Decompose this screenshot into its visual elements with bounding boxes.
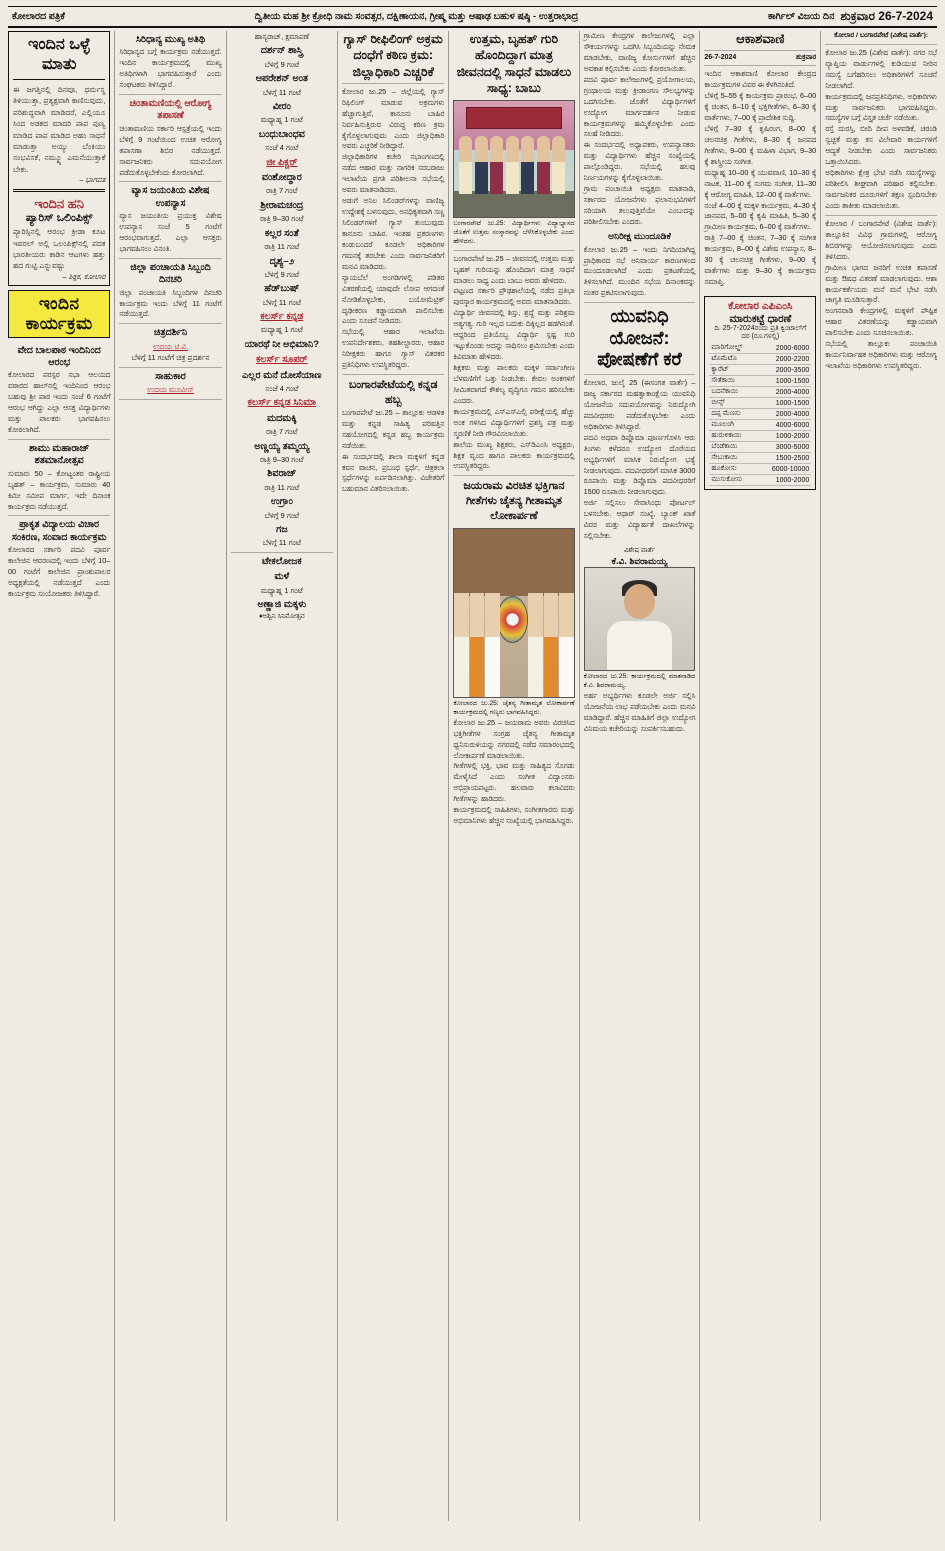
tv-time-3: ಸಂಜೆ 4 ಗಂಟೆ: [265, 143, 299, 153]
tv-time-13: ರಾತ್ರಿ 11 ಗಂಟೆ: [264, 482, 300, 492]
table-row: [709, 376, 811, 387]
lead-headline: ಉತ್ತಮ, ಬೃಹತ್ ಗುರಿ ಹೊಂದಿದ್ದಾಗ ಮಾತ್ರ ಜೀವನದಲ್ಲಿ ಸಾಧನೆ ಮಾಡಲು ಸಾಧ್ಯ: ಬಾಬು: [456, 32, 572, 95]
akashvani-para-3: ಮಧ್ಯಾಹ್ನ 10–00 ಕ್ಕೆ ಯುವವಾಣಿ, 10–30 ಕ್ಕೆ ನಾಟಕ, 11–00 ಕ್ಕೆ ಸುಗಮ ಸಂಗೀತ, 11–30 ಕ್ಕೆ ಆರೋಗ್ಯ ಮಾಹಿತಿ, 12–00 ಕ್ಕೆ ವಾರ್ತೆಗಳು.: [704, 167, 817, 199]
portrait-photo: [584, 567, 696, 671]
good-word-text: ಈ ಜಗತ್ತಿನಲ್ಲಿ ದಿನವೂ, ಧರ್ಮಸ್ಥ ತಿಳಿಯುತ್ತಾ, ಪ್ರತ್ಯಕ್ಷವಾಗಿ ಕಾಣಿಸುವುದು, ಪರಿಶುದ್ಧವಾಗಿ ಮಾಡಿದರೆ, ಎಲ್ಲಿಯೂ ಸಿಂದ ಅಡಕದ ಮಾದರಿ ಪಾಪ ಪುಣ್ಯ ಮಾಡಿದ ಪಾಪ ಮಾಡಿದ ಅಹಂ ಸಾಧನೆ ಮಾಡುತ್ತಾ ಅಯ್ಯು ಬೆಂಕಿಯು ಸಂಭವಿಸಕೆ, ನಮ್ಮ್ಯೂ ಎಮನೆಯುತ್ತಾಕೆ ಬೇಕು.: [13, 85, 106, 174]
lead-para-4: ಕಾರ್ಯಕ್ರಮದಲ್ಲಿ ಎಸ್ಎಸ್ಎಲ್ಸಿ ಪರೀಕ್ಷೆಯಲ್ಲಿ ಹೆಚ್ಚು ಅಂಕ ಗಳಿಸಿದ ವಿದ್ಯಾರ್ಥಿಗಳಿಗೆ ಪ್ರಶಸ್ತಿ ಪತ್ರ ಮತ್ತು ಸ್ಮರಣಿಕೆ ನೀಡಿ ಗೌರವಿಸಲಾಯಿತು.: [453, 406, 575, 438]
gas-para-2: ಅಡುಗೆ ಅನಿಲ ಸಿಲಿಂಡರ್‌ಗಳನ್ನು ವಾಣಿಜ್ಯ ಉದ್ದೇಶಕ್ಕೆ ಬಳಸುವುದು, ಅನಧಿಕೃತವಾಗಿ ಸಣ್ಣ ಸಿಲಿಂಡರ್‌ಗಳಿಗೆ ಗ್ಯಾಸ್ ತುಂಬುವುದು ಕಾನೂನು ಬಾಹಿರ. ಇಂತಹ ಪ್ರಕರಣಗಳು ಕಂಡುಬಂದರೆ ಕೂಡಲೇ ಅಧಿಕಾರಿಗಳ ಗಮನಕ್ಕೆ ತರಬೇಕು ಎಂದು ಸಾರ್ವಜನಿಕರಿಗೆ ಮನವಿ ಮಾಡಿದರು.: [341, 196, 445, 271]
market-subtitle: ಮಾರುಕಟ್ಟೆ ಧಾರಣೆ: [729, 312, 792, 325]
tv-head-6: ವಂಶೋದ್ಧಾರ: [261, 172, 302, 184]
market-rate: 2000-4000: [756, 387, 811, 398]
market-item: ಮೂಲಂಗಿ: [709, 420, 756, 431]
yuvanidhi-para-1: ಪದವಿ ಅಥವಾ ಡಿಪ್ಲೊಮಾ ಪೂರ್ಣಗೊಳಿಸಿ ಆರು ತಿಂಗಳು ಕಳೆದರೂ ಉದ್ಯೋಗ ದೊರೆಯದ ಅಭ್ಯರ್ಥಿಗಳಿಗೆ ಮಾಸಿಕ ನಿರುದ್ಯೋಗ ಭತ್ಯೆ ನೀಡಲಾಗುವುದು. ಪದವೀಧರರಿಗೆ ಮಾಸಿಕ 3000 ರೂಪಾಯಿ ಮತ್ತು ಡಿಪ್ಲೊಮಾ ಪದವೀಧರರಿಗೆ 1500 ರೂಪಾಯಿ ನೀಡಲಾಗುವುದು.: [583, 432, 696, 497]
market-rate: 2000-3500: [756, 365, 811, 376]
c2-text-1: ಚಿಂತಾಮಣಿಯ ಸರ್ಕಾರಿ ಆಸ್ಪತ್ರೆಯಲ್ಲಿ ಇಂದು ಬೆಳಿಗ್ಗೆ 9 ಗಂಟೆಯಿಂದ ಉಚಿತ ಆರೋಗ್ಯ ತಪಾಸಣಾ ಶಿಬಿರ ನಡೆಯುತ್ತದೆ. ಸಾರ್ವಜನಿಕರು ಸದುಪಯೋಗ ಪಡೆದುಕೊಳ್ಳಬೇಕೆಂದು ಕೋರಲಾಗಿದೆ.: [119, 123, 222, 177]
c2-text-4: ಬೆಳಿಗ್ಗೆ 11 ಗಂಟೆಗೆ ಚಿತ್ರ ಪ್ರದರ್ಶನ: [131, 353, 210, 363]
tv-item-0: ಹಾಸ್ಯರಾಜ್, ಕ್ಷಮಾಪಣೆ: [254, 32, 310, 41]
market-item: ಮುಸುಕೋಸು: [709, 475, 756, 486]
c2-head-4: ಚಿತ್ರದರ್ಶಿನಿ: [153, 327, 188, 339]
tv-time-7: ಬೆಳಿಗ್ಗೆ 9 ಗಂಟೆ: [264, 269, 300, 279]
market-rate: 3000-5000: [756, 442, 811, 453]
tv-time-15: ಬೆಳಿಗ್ಗೆ 11 ಗಂಟೆ: [262, 538, 301, 548]
programme-column-1: [8, 345, 110, 600]
masthead: [8, 6, 937, 28]
c8-label: ಕೋಲಾರ / ಬಂಗಾರಪೇಟೆ (ವಿಶೇಷ ವಾರ್ತೆ):: [834, 32, 929, 39]
column-5: [453, 31, 574, 1521]
column-3-tv-listings: [231, 31, 333, 1521]
akashvani-title: ಆಕಾಶವಾಣಿ: [736, 31, 785, 46]
tv-time-4: ರಾತ್ರಿ 7 ಗಂಟೆ: [266, 186, 298, 196]
lead-para-5: ಶಾಲೆಯ ಮುಖ್ಯ ಶಿಕ್ಷಕರು, ಎಸ್‌ಡಿಎಂಸಿ ಅಧ್ಯಕ್ಷರು, ಶಿಕ್ಷಕ ವೃಂದ ಹಾಗೂ ಪಾಲಕರು ಕಾರ್ಯಕ್ರಮದಲ್ಲಿ ಉಪಸ್ಥಿತರಿದ್ದರು.: [453, 439, 575, 471]
prog-head-0: ವೇದ ಬಾಲಪಾಠ ಇಂದಿನಿಂದ ಆರಂಭ: [17, 344, 101, 369]
table-row: [709, 365, 811, 376]
market-rate: 1000-2000: [756, 475, 811, 486]
tv-head-12: ಯಾರಥೆ ನೀ ಅಭಿಮಾನಿ?: [244, 338, 320, 350]
today-drop-text: ಪ್ಯಾರಿಸ್ಸಿನಲ್ಲಿ ಆರಂಭ ಕ್ರೀಡಾ ಕೂಟ ಇವರಲ್ ಅಲ್ಲಿ ಒಲಂಪಿಕ್ಸ್‌ನಲ್ಲಿ ಪದಕ ಭಾರತೀಯರು ಕಾಡಿನ ಆಟಗಳು ಹತ್ತು ಹದ ಗುಟ್ಟಿ ಎನ್ನುವಷ್ಟು: [13, 227, 106, 271]
akashvani-para-4: ಸಂಜೆ 4–00 ಕ್ಕೆ ಮಕ್ಕಳ ಕಾರ್ಯಕ್ರಮ, 4–30 ಕ್ಕೆ ಜಾನಪದ, 5–00 ಕ್ಕೆ ಕೃಷಿ ಮಾಹಿತಿ, 5–30 ಕ್ಕೆ ಗ್ರಾಮೀಣ ಕಾರ್ಯಕ್ರಮ, 6–00 ಕ್ಕೆ ವಾರ್ತೆಗಳು.: [704, 200, 817, 232]
market-item: ಹೂಕೋಸು: [709, 464, 756, 475]
column-divider-1: [114, 31, 115, 1521]
table-row: [709, 442, 811, 453]
tv-time-0: ಬೆಳಿಗ್ಗೆ 9 ಗಂಟೆ: [264, 59, 300, 69]
tv-head-4: ಬಂಧುಬಾಂಧವ: [258, 128, 305, 140]
tv-time-11: ರಾತ್ರಿ 7 ಗಂಟೆ: [266, 427, 298, 437]
tv-head-18: ಶಿವರಾಜ್: [267, 468, 297, 480]
akashvani-header-row: [704, 54, 816, 62]
good-word-box: [8, 31, 110, 286]
c2-head-0: ಸಿರಿಧಾನ್ಯ ಮುಖ್ಯ ಅತಿಥಿ: [135, 34, 206, 45]
tv-time-16: ಮಧ್ಯಾಹ್ನ 1 ಗಂಟೆ: [260, 585, 303, 595]
c2-head-2: ವ್ಯಾಸ ಜಯಂತಿಯ ವಿಶೇಷ ಉಪನ್ಯಾಸ: [131, 185, 210, 209]
cd-release-photo: [453, 528, 574, 698]
market-rate: 1000-1500: [756, 376, 811, 387]
prog-text-0: ಕೋಲಾರದ ಪರಸ್ಪರ ಸಭಾ ಆಲಯದ ವಠಾರದ ಹಾಲ್‌ನಲ್ಲಿ ಇಂದಿನಿಂದ ಆರಂಭ ಬಹುವು ಶ್ರೀ ಪಾಠ ಇಂದು ಸಂಜೆ 6 ಗಂಟೆಗೆ ಆರಂಭ ಆಗಿದ್ದು ಎಲ್ಲಾ ಆಸಕ್ತ ವಿದ್ಯಾರ್ಥಿಗಳು ಮತ್ತು ಪಾಲಕರು ಭಾಗವಹಿಸಲು ಕೋರಲಾಗಿದೆ.: [8, 370, 111, 435]
table-row: [709, 354, 811, 365]
c6-para-1: ಪದವಿ ಪೂರ್ವ ಕಾಲೇಜುಗಳಲ್ಲಿ ಪ್ರಯೋಗಾಲಯ, ಗ್ರಂಥಾಲಯ ಮತ್ತು ಕ್ರೀಡಾಂಗಣ ಸೌಲಭ್ಯಗಳನ್ನು ಒದಗಿಸಬೇಕು. ಜೊತೆಗೆ ವಿದ್ಯಾರ್ಥಿಗಳಿಗೆ ಉದ್ಯೋಗ ಮಾರ್ಗದರ್ಶನ ನೀಡುವ ಕಾರ್ಯಕ್ರಮಗಳನ್ನು ಹಮ್ಮಿಕೊಳ್ಳಬೇಕು ಎಂದು ಸಲಹೆ ನೀಡಿದರು.: [583, 74, 696, 139]
c6-para-3: ಗ್ರಾಮ ಪಂಚಾಯಿತಿ ಅಧ್ಯಕ್ಷರು ಮಾತನಾಡಿ, ಸರ್ಕಾರದ ಯೋಜನೆಗಳು ಫಲಾನುಭವಿಗಳಿಗೆ ಸರಿಯಾಗಿ ತಲುಪುತ್ತಿವೆಯೇ ಎಂಬುದನ್ನು ಪರಿಶೀಲಿಸಬೇಕು ಎಂದರು.: [583, 184, 696, 226]
c8-para-7: ಸಭೆಯಲ್ಲಿ ತಾಲ್ಲೂಕು ಪಂಚಾಯಿತಿ ಕಾರ್ಯನಿರ್ವಾಹಕ ಅಧಿಕಾರಿಗಳು ಮತ್ತು ಆರೋಗ್ಯ ಇಲಾಖೆಯ ಅಧಿಕಾರಿಗಳು ಉಪಸ್ಥಿತರಿದ್ದರು.: [825, 339, 938, 371]
cd-photo-caption: ಕೋಲಾರದ ಜು.25: ಚೈತನ್ಯ ಗೀತಾಮೃತ ಲೋಕಾರ್ಪಣೆ ಕಾರ್ಯಕ್ರಮದಲ್ಲಿ ಗಣ್ಯರು ಭಾಗವಹಿಸಿದ್ದರು.: [453, 699, 575, 716]
today-drop-signature: – ಶಿಕ್ಷಕ, ಕೋಲಾರ: [62, 271, 106, 281]
lead-para-1: ಪಟ್ಟಣದ ಸರ್ಕಾರಿ ಪ್ರೌಢಶಾಲೆಯಲ್ಲಿ ನಡೆದ ಪ್ರತಿಭಾ ಪುರಸ್ಕಾರ ಕಾರ್ಯಕ್ರಮದಲ್ಲಿ ಅವರು ಮಾತನಾಡಿದರು.: [453, 286, 575, 307]
c8-para-6: ಅಂಗನವಾಡಿ ಕೇಂದ್ರಗಳಲ್ಲಿ ಮಕ್ಕಳಿಗೆ ಪೌಷ್ಟಿಕ ಆಹಾರ ವಿತರಣೆಯನ್ನು ಕಡ್ಡಾಯವಾಗಿ ಪಾಲಿಸಬೇಕು ಎಂದು ಸೂಚಿಸಲಾಯಿತು.: [825, 306, 938, 338]
c2-head-3: ಜಿಲ್ಲಾ ಪಂಚಾಯತಿ ಸಿಬ್ಬಂದಿ ದಿನಚರಿ: [130, 261, 211, 286]
c2-text-2: ವ್ಯಾಸ ಜಯಂತಿಯ ಪ್ರಯುಕ್ತ ವಿಶೇಷ ಉಪನ್ಯಾಸ ಸಂಜೆ 5 ಗಂಟೆಗೆ ಆರಂಭವಾಗುತ್ತದೆ. ಎಲ್ಲಾ ಆಸಕ್ತರು ಭಾಗವಹಿಸಲು ವಿನಂತಿ.: [119, 211, 222, 253]
c2-link-0[interactable]: ಉದಯ ಟಿ.ವಿ.: [152, 341, 189, 351]
page-columns: [8, 31, 937, 1521]
c2-text-3: ಜಿಲ್ಲಾ ಪಂಚಾಯತಿ ಸಿಬ್ಬಂದಿಗಳ ದಿನಚರಿ ಕಾರ್ಯಕ್ರಮ ಇಂದು ಬೆಳಿಗ್ಗೆ 11 ಗಂಟೆಗೆ ನಡೆಯುತ್ತದೆ.: [119, 287, 222, 319]
tv-head-16: ಮದಮಕ್ಕಿ: [267, 412, 297, 424]
tv-head-20: ಗಜ: [276, 524, 288, 536]
tv-time-9: ಮಧ್ಯಾಹ್ನ 1 ಗಂಟೆ: [260, 325, 303, 335]
yuvanidhi-para-3: ಅರ್ಹ ಅಭ್ಯರ್ಥಿಗಳು ಕೂಡಲೇ ಅರ್ಜಿ ಸಲ್ಲಿಸಿ ಯೋಜನೆಯ ಲಾಭ ಪಡೆಯಬೇಕು ಎಂದು ಮನವಿ ಮಾಡಿದ್ದಾರೆ. ಹೆಚ್ಚಿನ ಮಾಹಿತಿಗೆ ಜಿಲ್ಲಾ ಉದ್ಯೋಗ ವಿನಿಮಯ ಕಚೇರಿಯನ್ನು ಸಂಪರ್ಕಿಸಬಹುದು.: [583, 690, 696, 733]
market-rate: 2000-6000: [756, 343, 811, 354]
prog-head-1: ಶಾಮು ಮಹಾರಾಜ್ ಶತಮಾನೋತ್ಸವ: [29, 443, 90, 467]
c2-head-1: ಚಿಂತಾಮಣಿಯಲ್ಲಿ ಆರೋಗ್ಯ ತಪಾಸಣೆ: [129, 98, 212, 122]
award-photo-caption: ಬಂಗಾರಪೇಟೆ ಜು.25: ವಿದ್ಯಾರ್ಥಿಗಳು ವಿದ್ಯಾಭ್ಯಾಸದ ಜೊತೆಗೆ ಉತ್ತಮ ಸಂಸ್ಕಾರವನ್ನು ಬೆಳೆಸಿಕೊಳ್ಳಬೇಕು ಎಂದು ಹೇಳಿದರು.: [453, 220, 575, 245]
akashvani-para-1: ಬೆಳಿಗ್ಗೆ 5–55 ಕ್ಕೆ ಕಾರ್ಯಕ್ರಮ ಪ್ರಾರಂಭ, 6–00 ಕ್ಕೆ ಚಿಂತನ, 6–10 ಕ್ಕೆ ಭಕ್ತಿಗೀತೆಗಳು, 6–30 ಕ್ಕೆ ವಾರ್ತೆಗಳು, 7–00 ಕ್ಕೆ ಪ್ರಾದೇಶಿಕ ಸುದ್ದಿ.: [704, 91, 817, 122]
market-note: ದಿ. 25-7-2024ರಂದು ಪ್ರತಿ ಕ್ವಿಂಟಾಲ್‌ಗೆ ದರ (ರೂ.ಗಳಲ್ಲಿ): [714, 325, 807, 341]
market-item: ದಪ್ಪ ಮೆಣಸು: [709, 409, 756, 420]
table-row: [709, 409, 811, 420]
kannada-festival-headline: ಬಂಗಾರಪೇಟೆಯಲ್ಲಿ ಕನ್ನಡ ಹಬ್ಬ: [348, 379, 438, 406]
c8-para-2: ರಸ್ತೆ ದುರಸ್ತಿ, ಬೀದಿ ದೀಪ ಅಳವಡಿಕೆ, ಚರಂಡಿ ಸ್ವಚ್ಛತೆ ಮತ್ತು ಕಸ ವಿಲೇವಾರಿ ಕಾರ್ಯಗಳಿಗೆ ಆದ್ಯತೆ ನೀಡಬೇಕು ಎಂದು ಸಾರ್ವಜನಿಕರು ಒತ್ತಾಯಿಸಿದರು.: [825, 124, 938, 167]
column-8: [825, 31, 937, 1521]
masthead-date: ಶುಕ್ರವಾರ 26-7-2024: [840, 9, 933, 23]
tv-time-5: ರಾತ್ರಿ 9–30 ಗಂಟೆ: [259, 214, 304, 224]
yuvanidhi-headline: ಯುವನಿಧಿ ಯೋಜನೆ: ಪೋಷಣೆಗೆ ಕರೆ: [597, 306, 682, 370]
tv-head-21: ಟೇಕಲೋಜಕ: [262, 555, 302, 567]
table-row: [709, 343, 811, 354]
market-rate: 1000-2000: [756, 431, 811, 442]
today-drop-subhead: ಪ್ಯಾರಿಸ್ ಒಲಿಂಪಿಕ್ಸ್: [25, 212, 93, 225]
award-ceremony-photo: [453, 100, 574, 218]
postponed-para: ಕೋಲಾರ ಜು.25 – ಇಂದು ನಿಗದಿಯಾಗಿದ್ದ ಪ್ರಾಧಿಕಾರದ ಸಭೆ ಅನಿವಾರ್ಯ ಕಾರಣಗಳಿಂದ ಮುಂದೂಡಲಾಗಿದೆ ಎಂದು ಪ್ರಕಟಣೆಯಲ್ಲಿ ತಿಳಿಸಲಾಗಿದೆ. ಮುಂದಿನ ಸಭೆಯ ದಿನಾಂಕವನ್ನು ನಂತರ ಪ್ರಕಟಿಸಲಾಗುವುದು.: [583, 244, 696, 298]
c2-link-1[interactable]: ಉದಯ ಮೂವೀಸ್: [147, 385, 194, 395]
market-item: ಹುರುಳಿಕಾಯಿ: [709, 431, 756, 442]
cd-para-0: ಕೋಲಾರ ಜು.25 – ಜಯರಾಮ ಅವರು ವಿರಚಿಸಿದ ಭಕ್ತಿಗೀತೆಗಳ ಸಂಗ್ರಹ ಚೈತನ್ಯ ಗೀತಾಮೃತ ಧ್ವನಿಸುರುಳಿಯನ್ನು ನಗರದಲ್ಲಿ ನಡೆದ ಸಮಾರಂಭದಲ್ಲಿ ಲೋಕಾರ್ಪಣೆ ಮಾಡಲಾಯಿತು.: [453, 717, 575, 760]
c6-para-2: ಈ ಸಂದರ್ಭದಲ್ಲಿ ಅಧ್ಯಾಪಕರು, ಉಪನ್ಯಾಸಕರು ಮತ್ತು ವಿದ್ಯಾರ್ಥಿಗಳು ಹೆಚ್ಚಿನ ಸಂಖ್ಯೆಯಲ್ಲಿ ಪಾಲ್ಗೊಂಡಿದ್ದರು. ಸಭೆಯಲ್ಲಿ ಹಲವು ನಿರ್ಣಯಗಳನ್ನು ಕೈಗೊಳ್ಳಲಾಯಿತು.: [583, 140, 696, 183]
market-item: ಟೊಮೆಟೊ: [709, 354, 756, 365]
portrait-name: ಕೆ.ವಿ. ಶಿವರಾಮಯ್ಯ: [611, 555, 668, 566]
column-2: [119, 31, 221, 1521]
market-title: ಕೋಲಾರ ಎಪಿಎಂಸಿ: [728, 300, 793, 312]
tv-head-1: ದರ್ಶನ್ ಶಾಸ್ತ್ರಿ: [260, 45, 303, 57]
gas-para-1: ಜಿಲ್ಲಾಧಿಕಾರಿಗಳ ಕಚೇರಿ ಸಭಾಂಗಣದಲ್ಲಿ ನಡೆದ ಆಹಾರ ಮತ್ತು ನಾಗರಿಕ ಸರಬರಾಜು ಇಲಾಖೆಯ ಪ್ರಗತಿ ಪರಿಶೀಲನಾ ಸಭೆಯಲ್ಲಿ ಅವರು ಮಾತನಾಡಿದರು.: [341, 152, 445, 195]
c8-para-3: ಅಧಿಕಾರಿಗಳು ಕ್ಷೇತ್ರ ಭೇಟಿ ನಡೆಸಿ ಸಮಸ್ಯೆಗಳನ್ನು ಪರಿಶೀಲಿಸಿ ಶೀಘ್ರವಾಗಿ ಪರಿಹಾರ ಕಲ್ಪಿಸಬೇಕು. ಸಾರ್ವಜನಿಕರ ದೂರುಗಳಿಗೆ ತಕ್ಷಣ ಸ್ಪಂದಿಸಬೇಕು ಎಂದು ತಾಕೀತು ಮಾಡಲಾಯಿತು.: [825, 168, 938, 210]
gas-para-4: ಸಭೆಯಲ್ಲಿ ಆಹಾರ ಇಲಾಖೆಯ ಉಪನಿರ್ದೇಶಕರು, ತಹಶೀಲ್ದಾರರು, ಆಹಾರ ನಿರೀಕ್ಷಕರು ಹಾಗೂ ಗ್ಯಾಸ್ ವಿತರಕರ ಪ್ರತಿನಿಧಿಗಳು ಉಪಸ್ಥಿತರಿದ್ದರು.: [341, 327, 445, 370]
yuvanidhi-para-2: ಅರ್ಜಿ ಸಲ್ಲಿಸಲು ಸೇವಾಸಿಂಧು ಪೋರ್ಟಲ್ ಬಳಸಬೇಕು. ಆಧಾರ್ ಸಂಖ್ಯೆ, ಬ್ಯಾಂಕ್ ಖಾತೆ ವಿವರ ಮತ್ತು ವಿದ್ಯಾರ್ಹತೆ ದಾಖಲೆಗಳನ್ನು ಸಲ್ಲಿಸಬೇಕು.: [583, 498, 696, 541]
tv-footnote: ♦ಅಶ್ವಿನಿ ಸಿನಿಮೋತ್ಸವ: [259, 613, 305, 621]
column-4: [342, 31, 444, 1521]
yuvanidhi-para-0: ಕೋಲಾರ, ಜುಲೈ 25 (ಈಸಂಗತ ವಾರ್ತೆ) – ರಾಜ್ಯ ಸರ್ಕಾರದ ಮಹತ್ವಾಕಾಂಕ್ಷೆಯ ಯುವನಿಧಿ ಯೋಜನೆಯ ಸದುಪಯೋಗವನ್ನು ನಿರುದ್ಯೋಗಿ ಪದವೀಧರರು ಪಡೆದುಕೊಳ್ಳಬೇಕು ಎಂದು ಅಧಿಕಾರಿಗಳು ತಿಳಿಸಿದ್ದಾರೆ.: [583, 378, 696, 431]
market-rate: 1500-2500: [756, 453, 811, 464]
market-rate: 4000-6000: [756, 420, 811, 431]
market-item: ಬೆಂಡೆಕಾಯಿ: [709, 442, 756, 453]
c8-para-0: ಕೋಲಾರ ಜು.25 (ವಿಶೇಷ ವಾರ್ತೆ): ನಗರ ಸಭೆ ವ್ಯಾಪ್ತಿಯ ವಾರ್ಡುಗಳಲ್ಲಿ ಕುಡಿಯುವ ನೀರಿನ ಸಮಸ್ಯೆ ಬಗೆಹರಿಸಲು ಅಧಿಕಾರಿಗಳಿಗೆ ಸೂಚನೆ ನೀಡಲಾಗಿದೆ.: [825, 47, 938, 90]
tv-head-8: ಕಲ್ಲರ ಸಂತೆ: [264, 227, 299, 239]
gas-para-0: ಕೋಲಾರ ಜು.25 – ಜಿಲ್ಲೆಯಲ್ಲಿ ಗ್ಯಾಸ್ ರಿಫಿಲಿಂಗ್ ಮಾಡುವ ಅಕ್ರಮಗಳು ಹೆಚ್ಚಾಗುತ್ತಿವೆ, ಕಾನೂನು ಬಾಹಿರ ನಿರ್ವಹಿಸುತ್ತಿರುವ ವಿರುದ್ಧ ಕಠಿಣ ಕ್ರಮ ಕೈಗೊಳ್ಳಲಾಗುವುದು ಎಂದು ಜಿಲ್ಲಾಧಿಕಾರಿ ಅವರು ಎಚ್ಚರಿಕೆ ನೀಡಿದ್ದಾರೆ.: [341, 86, 445, 151]
tv-time-10: ಸಂಜೆ 4 ಗಂಟೆ: [265, 383, 299, 393]
cd-para-1: ಗೀತೆಗಳಲ್ಲಿ ಭಕ್ತಿ, ಭಾವ ಮತ್ತು ಸಾಹಿತ್ಯದ ಸೊಗಡು ಮೇಳೈಸಿದೆ ಎಂದು ಸಂಗೀತ ವಿದ್ವಾಂಸರು ಅಭಿಪ್ರಾಯಪಟ್ಟರು. ಹಲವಾರು ಕಲಾವಿದರು ಗೀತೆಗಳನ್ನು ಹಾಡಿದರು.: [453, 761, 575, 804]
c2-head-5: ಸಾಹುಕಾರ: [155, 370, 186, 382]
tv-channel-1[interactable]: ಕಲರ್ಸ್ ಕನ್ನಡ: [260, 311, 304, 323]
column-6: [584, 31, 696, 1521]
akashvani-day: ಶುಕ್ರವಾರ: [796, 54, 817, 62]
akashvani-para-2: ಬೆಳಿಗ್ಗೆ 7–30 ಕ್ಕೆ ಕೃಷಿರಂಗ, 8–00 ಕ್ಕೆ ಚಲನಚಿತ್ರ ಗೀತೆಗಳು, 8–30 ಕ್ಕೆ ಜನಪದ ಗೀತೆಗಳು, 9–00 ಕ್ಕೆ ಮಹಿಳಾ ವಿಭಾಗ, 9–30 ಕ್ಕೆ ಶಾಸ್ತ್ರೀಯ ಸಂಗೀತ.: [704, 123, 817, 166]
cd-para-2: ಕಾರ್ಯಕ್ರಮದಲ್ಲಿ ಸಾಹಿತಿಗಳು, ಸಂಗೀತಗಾರರು ಮತ್ತು ಅಭಿಮಾನಿಗಳು ಹೆಚ್ಚಿನ ಸಂಖ್ಯೆಯಲ್ಲಿ ಭಾಗವಹಿಸಿದ್ದರು.: [453, 805, 575, 826]
tv-head-10: ಹೆಡ್‌ಬುಷ್: [264, 283, 300, 295]
table-row: [709, 431, 811, 442]
column-1: [8, 31, 110, 1521]
tv-time-14: ಬೆಳಿಗ್ಗೆ 9 ಗಂಟೆ: [264, 510, 300, 520]
market-item: ಕ್ಯಾರೆಟ್: [709, 365, 756, 376]
cd-release-headline: ಜಯರಾಮ ವಿರಚಿತ ಭಕ್ತಿಗಾನ ಗೀತೆಗಳು ಚೈತನ್ಯ ಗೀತಾಮೃತ ಲೋಕಾರ್ಪಣೆ: [463, 480, 565, 523]
tv-time-8: ಬೆಳಿಗ್ಗೆ 11 ಗಂಟೆ: [262, 297, 301, 307]
today-drop-headline: ಇಂದಿನ ಹನಿ: [34, 196, 85, 212]
masthead-right-label: ಕಾರ್ಗಿಲ್ ವಿಜಯ ದಿನ: [767, 11, 835, 22]
tv-head-14: ಎಲ್ಲರ ಮನೆ ದೋಸೆಯಾಣ: [242, 369, 322, 381]
masthead-panchanga: ದ್ವಿತೀಯ ಮಹ ಶ್ರೀ ಕ್ರೋಧಿ ನಾಮ ಸಂವತ್ಸರ, ದಕ್ಷಿಣಾಯನ, ಗ್ರೀಷ್ಮ ಮತ್ತು ಆಷಾಢ ಬಹುಳ ಷಷ್ಠಿ - ಉತ್ತರಾಭಾದ್ರ: [254, 11, 579, 22]
tv-time-1: ಬೆಳಿಗ್ಗೆ 11 ಗಂಟೆ: [262, 87, 301, 97]
gas-refill-headline: ಗ್ಯಾಸ್ ರೀಫಿಲಿಂಗ್ ಅಕ್ರಮ ದಂಧೆಗೆ ಕಠಿಣ ಕ್ರಮ: ಜಿಲ್ಲಾಧಿಕಾರಿ ಎಚ್ಚರಿಕೆ: [343, 32, 443, 79]
tv-head-9: ದೃಶ್ಯ–೨: [269, 255, 295, 267]
akashvani-para-0: ಇಂದಿನ ಆಕಾಶವಾಣಿ ಕೋಲಾರ ಕೇಂದ್ರದ ಕಾರ್ಯಕ್ರಮಗಳ ವಿವರ ಈ ಕೆಳಗಿನಂತಿದೆ.: [704, 69, 817, 90]
column-divider-4: [448, 31, 449, 1521]
tv-head-19: ಉಗ್ರಾಂ: [270, 496, 293, 508]
market-item: ಬೀನ್ಸ್: [709, 398, 756, 409]
column-divider-3: [337, 31, 338, 1521]
market-rates-box: [704, 296, 816, 490]
tv-head-7: ಶ್ರೀರಾಮಚಂದ್ರ: [260, 199, 304, 211]
table-row: [709, 420, 811, 431]
tv-time-6: ರಾತ್ರಿ 11 ಗಂಟೆ: [264, 242, 300, 252]
tv-time-2: ಮಧ್ಯಾಹ್ನ 1 ಗಂಟೆ: [260, 115, 303, 125]
table-row: [709, 398, 811, 409]
prog-text-2: ಕೋಲಾರದ ಸರ್ಕಾರಿ ಪದವಿ ಪೂರ್ವ ಕಾಲೇಜಿನ ಆವರಣದಲ್ಲಿ ಇಂದು ಬೆಳಿಗ್ಗೆ 10–00 ಗಂಟೆಗೆ ಕಾಲೇಜಿನ ಪ್ರಾಂಶುಪಾಲರ ಅಧ್ಯಕ್ಷತೆಯಲ್ಲಿ ನಡೆಯುತ್ತದೆ ಎಂದು ಕಾರ್ಯಕ್ರಮ ಸಂಯೋಜಕರು ತಿಳಿಸಿದ್ದಾರೆ.: [8, 545, 111, 598]
tv-channel-3[interactable]: ಕಲರ್ಸ್ ಕನ್ನಡ ಸಿನಿಮಾ: [247, 397, 317, 409]
market-item: ಸೌತೆಕಾಯಿ: [709, 376, 756, 387]
prog-head-2: ಪ್ರಾಕೃತ ವಿದ್ಯಾಲಯ ವಿಚಾರ ಸಂಕಿರಣ, ಸಂವಾದ ಕಾರ್ಯಕ್ರಮ: [11, 519, 107, 543]
masthead-left-label: ಕೋಲಾರದ ಪತ್ರಿಕೆ: [12, 11, 65, 22]
market-rate: 6000-10000: [756, 464, 811, 475]
tv-channel-0[interactable]: ಜೀ ಪಿಕ್ಚರ್: [266, 156, 298, 168]
programme-banner: ಇಂದಿನ ಕಾರ್ಯಕ್ರಮ: [8, 290, 110, 338]
tv-head-22: ಮಳೆ: [274, 571, 290, 583]
table-row: [709, 464, 811, 475]
tv-head-3: ವೀರಂ: [272, 101, 291, 113]
column-divider-5: [579, 31, 580, 1521]
tv-head-2: ಆಪರೇಶನ್ ಅಂತ: [255, 73, 308, 85]
tv-channel-2[interactable]: ಕಲರ್ಸ್ ಸೂಪರ್: [256, 354, 308, 366]
prog-text-1: ಸುಮಾರು 50 – ಕೋಟ್ಯಂತರ ರಾಷ್ಟ್ರೀಯ ಬೃಹತ್ – ಕಾರ್ಯಕ್ರಮ, ಸುಮಾರು 40 ಕಿಮೀ ಸಮೀಪ ಮಾರ್ಗ, ಇದೇ ದಿನಾಂಕ ಕಾರ್ಯಕ್ರಮ ನಡೆಯುತ್ತದೆ.: [8, 468, 111, 511]
gas-para-3: ನ್ಯಾಯಬೆಲೆ ಅಂಗಡಿಗಳಲ್ಲಿ ಪಡಿತರ ವಿತರಣೆಯಲ್ಲಿ ಯಾವುದೇ ಲೋಪ ಆಗದಂತೆ ನೋಡಿಕೊಳ್ಳಬೇಕು, ಬಯೋಮೆಟ್ರಿಕ್ ದೃಢೀಕರಣ ಕಡ್ಡಾಯವಾಗಿ ಪಾಲಿಸಬೇಕು ಎಂದು ಸೂಚನೆ ನೀಡಿದರು.: [341, 272, 445, 326]
table-row: [709, 387, 811, 398]
column-7: [704, 31, 816, 1521]
market-rate: 2000-2200: [756, 354, 811, 365]
market-item: ಮಾರಿಗೋಲ್ಡ್: [709, 343, 756, 354]
lead-para-3: ಶಿಕ್ಷಕರು ಮತ್ತು ಪಾಲಕರು ಮಕ್ಕಳ ಸರ್ವಾಂಗೀಣ ಬೆಳವಣಿಗೆಗೆ ಒತ್ತು ನೀಡಬೇಕು. ಕೇವಲ ಅಂಕಗಳಿಗೆ ಸೀಮಿತವಾಗದೆ ಕೌಶಲ್ಯ ವೃದ್ಧಿಗೂ ಗಮನ ಹರಿಸಬೇಕು ಎಂದರು.: [453, 363, 575, 405]
portrait-caption: ಕೋಲಾರದ ಜು.25: ಕಾರ್ಯಕ್ರಮದಲ್ಲಿ ಮಾತನಾಡಿದ ಕೆ.ವಿ. ಶಿವರಾಮಯ್ಯ.: [583, 672, 696, 689]
lead-para-2: ವಿದ್ಯಾರ್ಥಿ ಜೀವನದಲ್ಲಿ ಶಿಸ್ತು, ಶ್ರದ್ಧೆ ಮತ್ತು ಪರಿಶ್ರಮ ಅತ್ಯಗತ್ಯ. ಗುರಿ ಇಲ್ಲದ ಬದುಕು ದಿಕ್ಕಿಲ್ಲದ ಹಡಗಿನಂತೆ. ಆದ್ದರಿಂದ ಪ್ರತಿಯೊಬ್ಬ ವಿದ್ಯಾರ್ಥಿ ಸ್ಪಷ್ಟ ಗುರಿ ಇಟ್ಟುಕೊಂಡು ಅದನ್ನು ಸಾಧಿಸಲು ಶ್ರಮಿಸಬೇಕು ಎಂದು ಕಿವಿಮಾತು ಹೇಳಿದರು.: [453, 308, 575, 362]
c8-para-1: ಕಾರ್ಯಕ್ರಮದಲ್ಲಿ ಜನಪ್ರತಿನಿಧಿಗಳು, ಅಧಿಕಾರಿಗಳು ಮತ್ತು ಸಾರ್ವಜನಿಕರು ಭಾಗವಹಿಸಿದ್ದರು. ಸಮಸ್ಯೆಗಳ ಬಗ್ಗೆ ವಿಸ್ತೃತ ಚರ್ಚೆ ನಡೆಯಿತು.: [825, 91, 938, 123]
tv-head-17: ಅಣ್ಣಯ್ಯ ತಮ್ಮಯ್ಯ: [254, 440, 310, 452]
table-row: [709, 453, 811, 464]
tv-time-12: ರಾತ್ರಿ 9–30 ಗಂಟೆ: [259, 454, 304, 464]
c8-para-5: ಗ್ರಾಮೀಣ ಭಾಗದ ಜನರಿಗೆ ಉಚಿತ ತಪಾಸಣೆ ಮತ್ತು ಔಷಧ ವಿತರಣೆ ಮಾಡಲಾಗುವುದು. ಆಶಾ ಕಾರ್ಯಕರ್ತೆಯರು ಮನೆ ಮನೆ ಭೇಟಿ ನಡೆಸಿ ಜಾಗೃತಿ ಮೂಡಿಸುತ್ತಾರೆ.: [825, 262, 938, 305]
column-divider-6: [699, 31, 700, 1521]
tv-head-23: ಅಣ್ಣಾಜಿ ಮಕ್ಕಳು: [257, 599, 307, 610]
kannada-para-1: ಈ ಸಂದರ್ಭದಲ್ಲಿ ಶಾಲಾ ಮಕ್ಕಳಿಗೆ ಕನ್ನಡ ಕವನ ವಾಚನ, ಪ್ರಬಂಧ ಸ್ಪರ್ಧೆ, ಚಿತ್ರಕಲಾ ಸ್ಪರ್ಧೆಗಳನ್ನು ಏರ್ಪಡಿಸಲಾಗಿತ್ತು. ವಿಜೇತರಿಗೆ ಬಹುಮಾನ ವಿತರಿಸಲಾಯಿತು.: [341, 451, 445, 494]
c8-para-4: ಕೋಲಾರ / ಬಂಗಾರಪೇಟೆ (ವಿಶೇಷ ವಾರ್ತೆ): ತಾಲ್ಲೂಕಿನ ವಿವಿಧ ಗ್ರಾಮಗಳಲ್ಲಿ ಆರೋಗ್ಯ ಶಿಬಿರಗಳನ್ನು ಆಯೋಜಿಸಲಾಗುವುದು ಎಂದು ತಿಳಿಸಿದರು.: [825, 218, 938, 261]
c6-para-0: ಗ್ರಾಮೀಣ ಕೇಂದ್ರಗಳ ಕಾಲೇಜುಗಳಲ್ಲಿ ಎಲ್ಲಾ ಸೌಕರ್ಯಗಳನ್ನು ಒದಗಿಸಿ ಸಿಬ್ಬಂದಿಯನ್ನು ನೇಮಕ ಮಾಡಬೇಕು, ವಾಣಿಜ್ಯ ಕೋರ್ಸುಗಳಿಗೆ ಹೆಚ್ಚಿನ ಅವಕಾಶ ಕಲ್ಪಿಸಬೇಕು ಎಂದು ಕೋರಲಾಯಿತು.: [583, 31, 696, 73]
market-rate: 2000-4000: [756, 409, 811, 420]
market-item: ಸೇಬುಕಾಯಿ: [709, 453, 756, 464]
market-rate: 1000-1500: [756, 398, 811, 409]
akashvani-date: 26-7-2024: [704, 54, 737, 62]
market-rates-table: [709, 343, 811, 486]
akashvani-para-5: ರಾತ್ರಿ 7–00 ಕ್ಕೆ ಚಿಂತನ, 7–30 ಕ್ಕೆ ಸಂಗೀತ ಕಾರ್ಯಕ್ರಮ, 8–00 ಕ್ಕೆ ವಿಶೇಷ ಉಪನ್ಯಾಸ, 8–30 ಕ್ಕೆ ಚಲನಚಿತ್ರ ಗೀತೆಗಳು, 9–00 ಕ್ಕೆ ವಾರ್ತೆಗಳು ಮತ್ತು 9–30 ಕ್ಕೆ ಕಾರ್ಯಕ್ರಮ ಸಮಾಪ್ತಿ.: [704, 233, 817, 287]
market-item: ಬದನೆಕಾಯಿ: [709, 387, 756, 398]
c2-text-0: ಸಿರಿಧಾನ್ಯದ ಬಗ್ಗೆ ಕಾರ್ಯಕ್ರಮ ನಡೆಯುತ್ತದೆ. ಇಂದಿನ ಕಾರ್ಯಕ್ರಮದಲ್ಲಿ ಮುಖ್ಯ ಅತಿಥಿಗಳಾಗಿ ಭಾಗವಹಿಸುತ್ತಾರೆ ಎಂದು ಸಂಘಟಕರು ತಿಳಿಸಿದ್ದಾರೆ.: [119, 47, 222, 90]
good-word-headline: ಇಂದಿನ ಒಳ್ಳೆ ಮಾತು: [28, 36, 91, 73]
postponed-head: ಅನಿರೀಕ್ಷ ಮುಂದೂಡಿಕೆ: [608, 230, 671, 241]
lead-para-0: ಬಂಗಾರಪೇಟೆ ಜು.25 – ಜೀವನದಲ್ಲಿ ಉತ್ತಮ ಮತ್ತು ಬೃಹತ್ ಗುರಿಯನ್ನು ಹೊಂದಿದಾಗ ಮಾತ್ರ ಸಾಧನೆ ಮಾಡಲು ಸಾಧ್ಯ ಎಂದು ಬಾಬು ಅವರು ಹೇಳಿದರು.: [453, 253, 575, 285]
column-divider-2: [226, 31, 227, 1521]
portrait-label: ವಿಶೇಷ ವಾರ್ತೆ: [624, 547, 656, 555]
column-divider-7: [820, 31, 821, 1521]
table-row: [709, 475, 811, 486]
good-word-signature: – ಭಾಗವತ: [79, 175, 106, 185]
kannada-para-0: ಬಂಗಾರಪೇಟೆ ಜು.25 – ತಾಲ್ಲೂಕು ಆಡಳಿತ ಮತ್ತು ಕನ್ನಡ ಸಾಹಿತ್ಯ ಪರಿಷತ್ತಿನ ಸಹಯೋಗದಲ್ಲಿ ಕನ್ನಡ ಹಬ್ಬ ಕಾರ್ಯಕ್ರಮ ನಡೆಯಿತು.: [341, 407, 445, 450]
